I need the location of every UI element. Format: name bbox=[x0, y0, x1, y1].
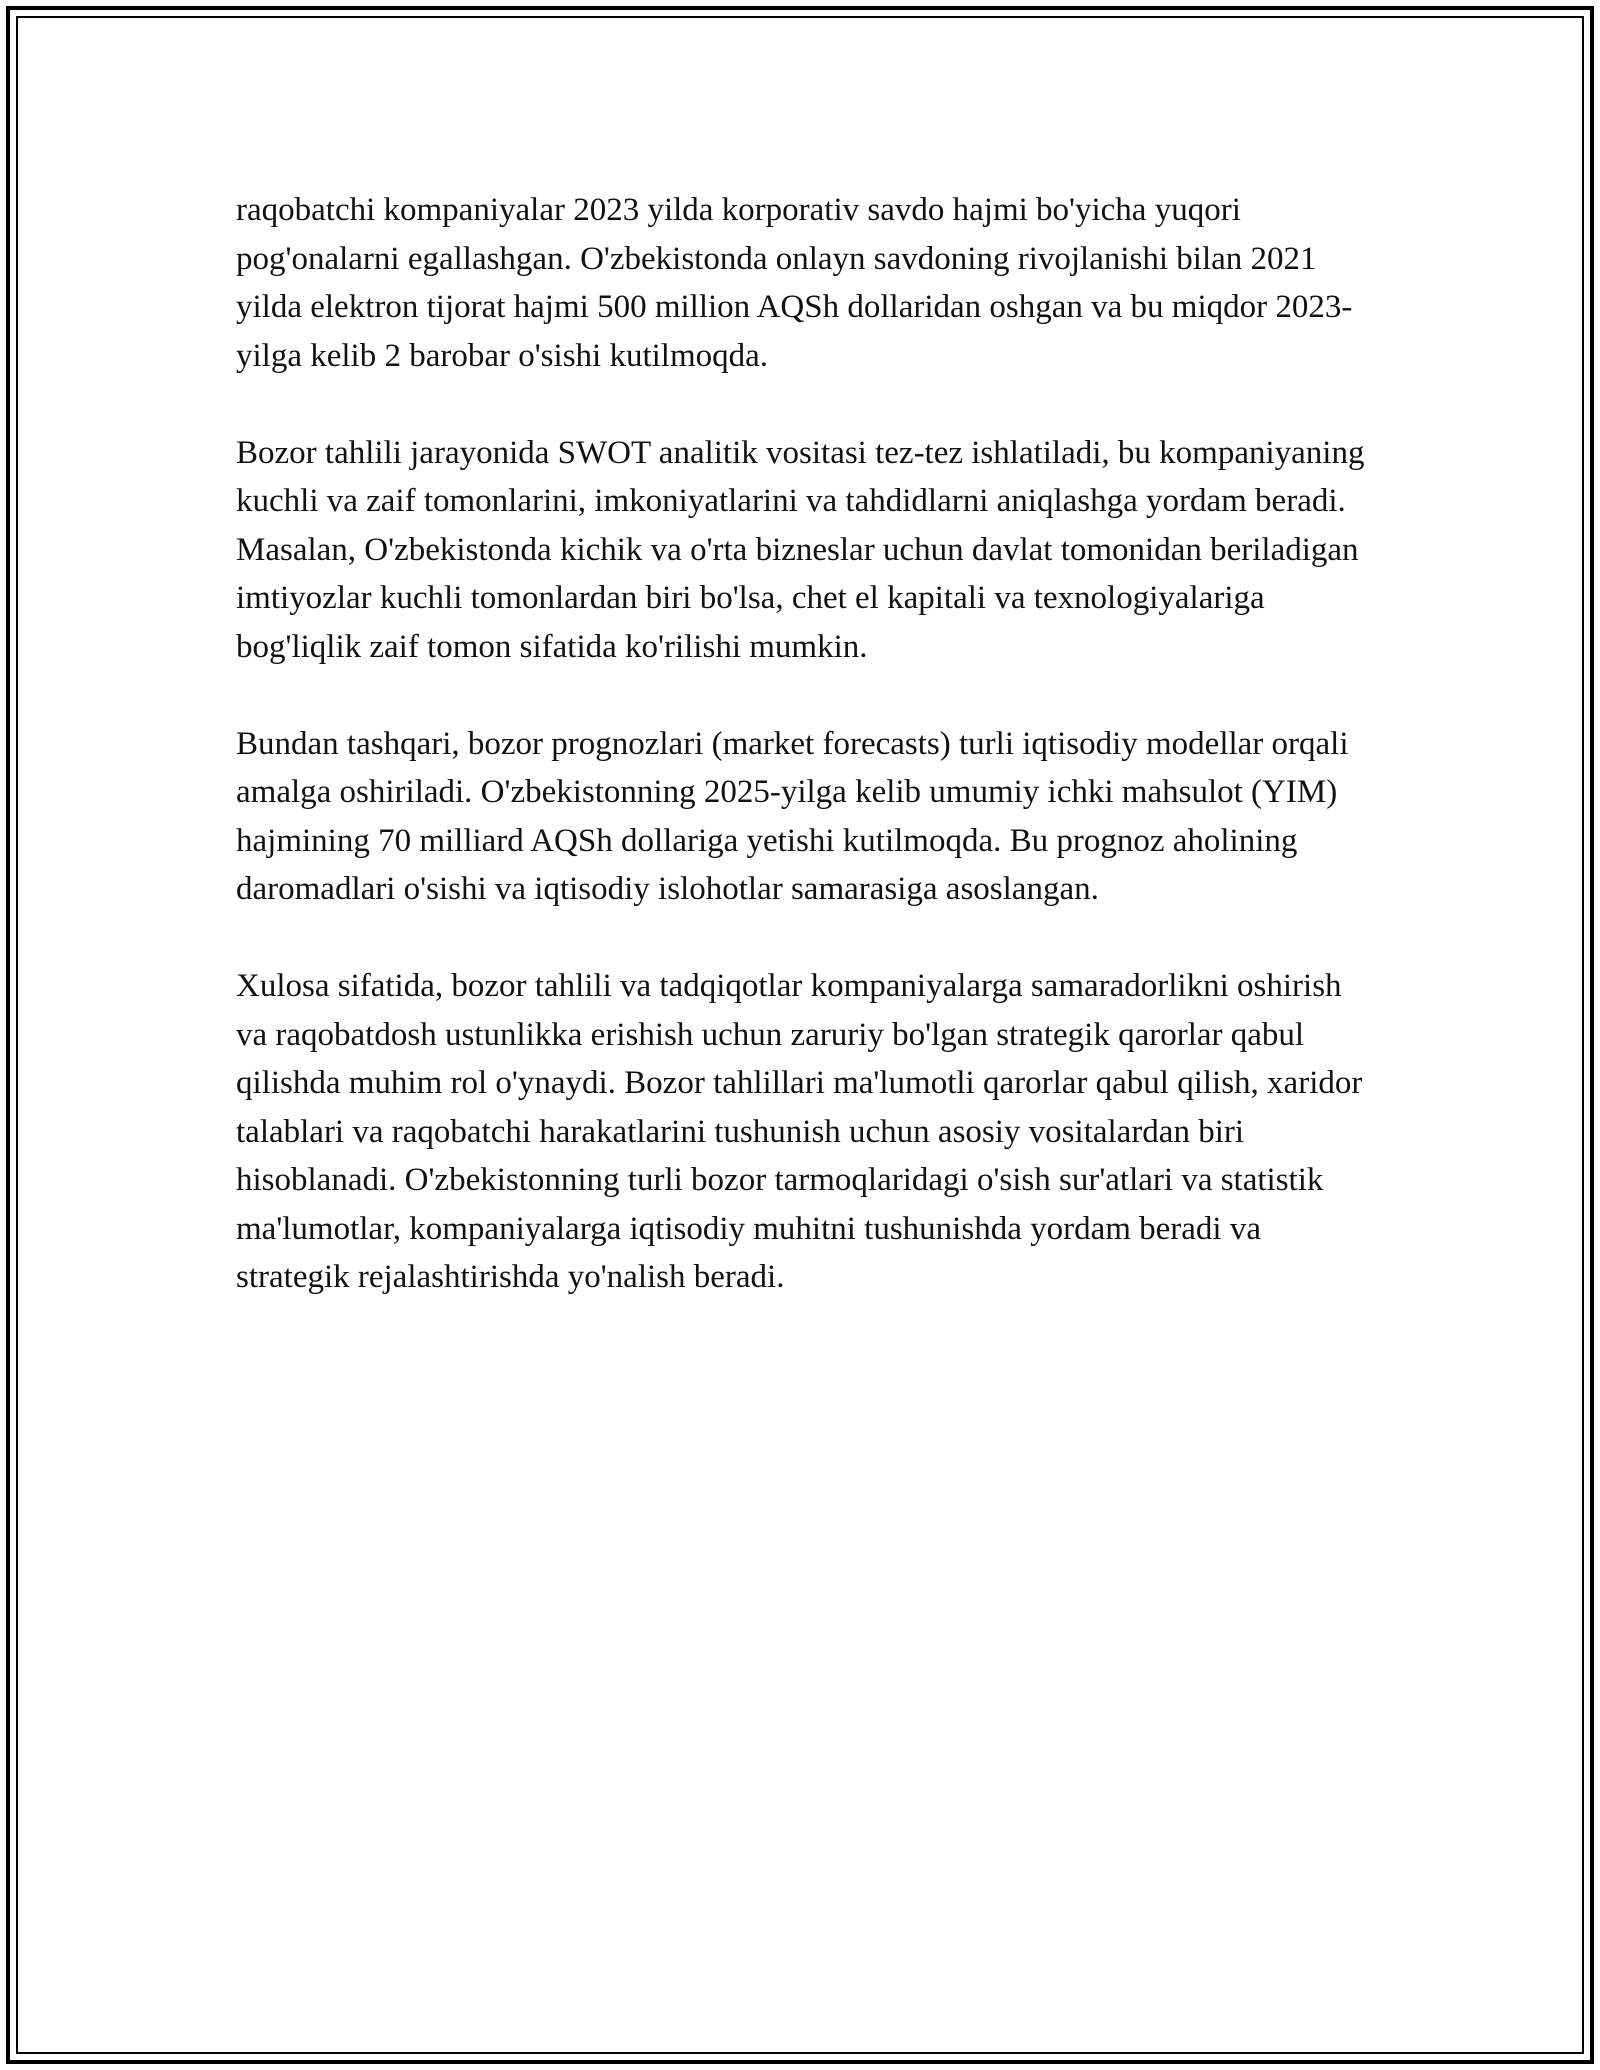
document-body bbox=[236, 186, 1376, 1350]
paragraph-market-forecasts: Bundan tashqari, bozor prognozlari (market forecasts) turli iqtisodiy modellar orqali amalga oshiriladi. O'zbekistonning 2025-yilga kelib umumiy ichki mahsulot (YIM) hajmining 70 milliard AQSh dollariga yetishi kutilmoqda. Bu prognoz aholining daromadlari o'sishi va iqtisodiy islohotlar samarasiga asoslangan. bbox=[236, 725, 1349, 907]
paragraph-market-sales: raqobatchi kompaniyalar 2023 yilda korporativ savdo hajmi bo'yicha yuqori pog'onalarni egallashgan. O'zbekistonda onlayn savdoning rivojlanishi bilan 2021 yilda elektron tijorat hajmi 500 million AQSh dollaridan oshgan va bu miqdor 2023-yilga kelib 2 barobar o'sishi kutilmoqda. bbox=[236, 192, 1353, 374]
paragraph-swot-analysis: Bozor tahlili jarayonida SWOT analitik vositasi tez-tez ishlatiladi, bu kompaniyaning kuchli va zaif tomonlarini, imkoniyatlarini va tahdidlarni aniqlashga yordam beradi. Masalan, O'zbekistonda kichik va o'rta bizneslar uchun davlat tomonidan beriladigan imtiyozlar kuchli tomonlardan biri bo'lsa, chet el kapitali va texnologiyalariga bog'liqlik zaif tomon sifatida ko'rilishi mumkin. bbox=[236, 434, 1365, 665]
paragraph-conclusion: Xulosa sifatida, bozor tahlili va tadqiqotlar kompaniyalarga samaradorlikni oshirish va raqobatdosh ustunlikka erishish uchun zaruriy bo'lgan strategik qarorlar qabul qilishda muhim rol o'ynaydi. Bozor tahlillari ma'lumotli qarorlar qabul qilish, xaridor talablari va raqobatchi harakatlarini tushunish uchun asosiy vositalardan biri hisoblanadi. O'zbekistonning turli bozor tarmoqlaridagi o'sish sur'atlari va statistik ma'lumotlar, kompaniyalarga iqtisodiy muhitni tushunishda yordam beradi va strategik rejalashtirishda yo'nalish beradi. bbox=[236, 968, 1363, 1295]
